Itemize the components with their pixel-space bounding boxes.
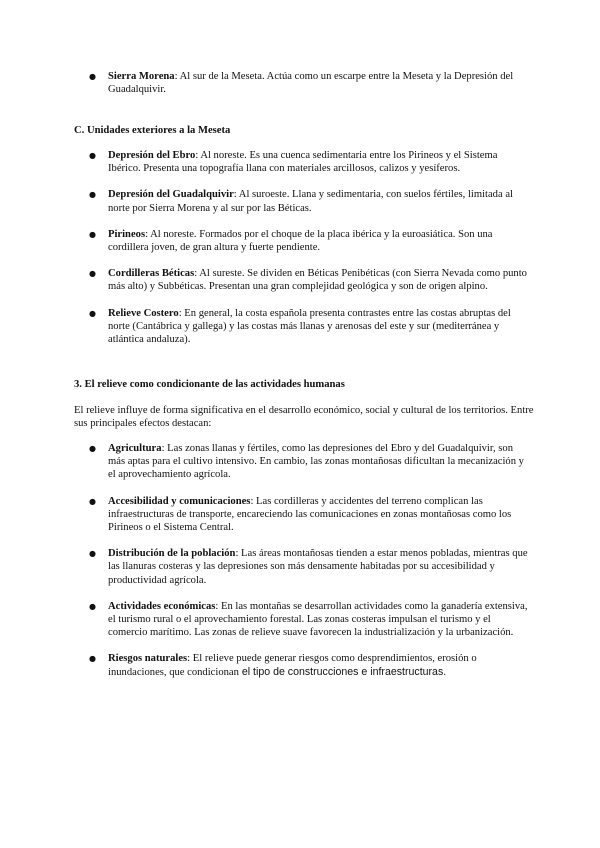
item-text-tail: el tipo de construcciones e infraestructuras. [238, 665, 447, 678]
list-item [0, 442, 600, 482]
list-item [0, 547, 600, 587]
bullet-icon: ● [89, 72, 96, 81]
item-text: : En general, la costa española presenta contrastes entre las costas abruptas del norte (Cantábrica y gallega) y las costas más llanas y arenosas del este y sur (mediterránea y atlántica andaluza). [108, 307, 511, 346]
bullet-icon: ● [89, 654, 96, 664]
list-item [0, 307, 600, 347]
bullet-icon: ● [89, 444, 96, 453]
item-text: : Al noreste. Es una cuenca sedimentaria entre los Pirineos y el Sistema Ibérico. Presenta una topografía llana con materiales arcillosos, calizos y yesíferos. [108, 150, 498, 175]
section-c-heading: C. Unidades exteriores a la Meseta [74, 125, 231, 136]
bullet-list-a [0, 70, 600, 96]
list-item [0, 149, 600, 175]
bullet-icon: ● [89, 190, 96, 200]
item-text: : Al sureste. Se dividen en Béticas Penibéticas (con Sierra Nevada como punto más alto) y Subbéticas. Presentan una gran complejidad geológica y son de origen alpino. [108, 268, 527, 293]
bullet-icon: ● [89, 601, 96, 611]
list-item [0, 495, 600, 535]
bullet-list-3 [0, 442, 600, 679]
item-term: Agricultura [108, 443, 162, 454]
item-text: : Las áreas montañosas tienden a estar menos pobladas, mientras que las llanuras costeras y las depresiones son más densamente habitadas por su accesibilidad y productividad agrícola. [108, 548, 528, 586]
bullet-list-c [0, 149, 600, 346]
item-term: Depresión del Guadalquivir [108, 189, 234, 201]
item-term: Distribución de la población [108, 548, 236, 560]
item-text: : En las montañas se desarrollan actividades como la ganadería extensiva, el turismo rural o el aprovechamiento forestal. Las zonas costeras impulsan el turismo y el comercio marítimo. Las zonas de relieve suave favorecen la industrialización y la urbanización. [108, 600, 528, 639]
bullet-icon: ● [89, 308, 96, 318]
item-term: Actividades económicas [108, 600, 216, 612]
list-item [0, 600, 600, 640]
bullet-icon: ● [89, 229, 96, 239]
item-text: : Al suroeste. Llana y sedimentaria, con suelos fértiles, limitada al norte por Sierra Morena y al sur por las Béticas. [108, 189, 513, 214]
list-item [0, 70, 600, 96]
item-text: : El relieve puede generar riesgos como desprendimientos, erosión o inundaciones, que condicionan [108, 653, 477, 678]
item-term: Sierra Morena [108, 71, 175, 82]
item-term: Depresión del Ebro [108, 150, 196, 161]
list-item [0, 652, 600, 678]
bullet-icon: ● [89, 496, 96, 506]
list-item [0, 188, 600, 214]
item-term: Cordilleras Béticas [108, 268, 195, 280]
bullet-icon: ● [89, 151, 96, 160]
bullet-icon: ● [89, 549, 96, 559]
section-3-heading: 3. El relieve como condicionante de las actividades humanas [74, 379, 345, 390]
item-text: : Al sur de la Meseta. Actúa como un escarpe entre la Meseta y la Depresión del Guadalquivir. [108, 71, 514, 96]
bullet-icon: ● [89, 269, 96, 279]
item-term: Riesgos naturales [108, 653, 188, 665]
item-term: Relieve Costero [108, 307, 179, 319]
item-text: : Al noreste. Formados por el choque de la placa ibérica y la euroasiática. Son una cordillera joven, de gran altura y fuerte pendiente. [108, 228, 493, 254]
item-term: Pirineos [108, 228, 146, 240]
item-text: : Las cordilleras y accidentes del terreno complican las infraestructuras de transporte, encareciendo las comunicaciones en zonas montañosas como los Pirineos o el Sistema Central. [108, 495, 512, 534]
item-term: Accesibilidad y comunicaciones [108, 495, 251, 507]
list-item [0, 228, 600, 254]
list-item [0, 267, 600, 293]
section-3-intro: El relieve influye de forma significativa en el desarrollo económico, social y cultural de los territorios. Entre sus principales efectos destacan: [74, 405, 534, 430]
item-text: : Las zonas llanas y fértiles, como las depresiones del Ebro y del Guadalquivir, son más aptas para el cultivo intensivo. En cambio, las zonas montañosas dificultan la mecanización y el aprovechamiento agrícola. [108, 443, 524, 481]
